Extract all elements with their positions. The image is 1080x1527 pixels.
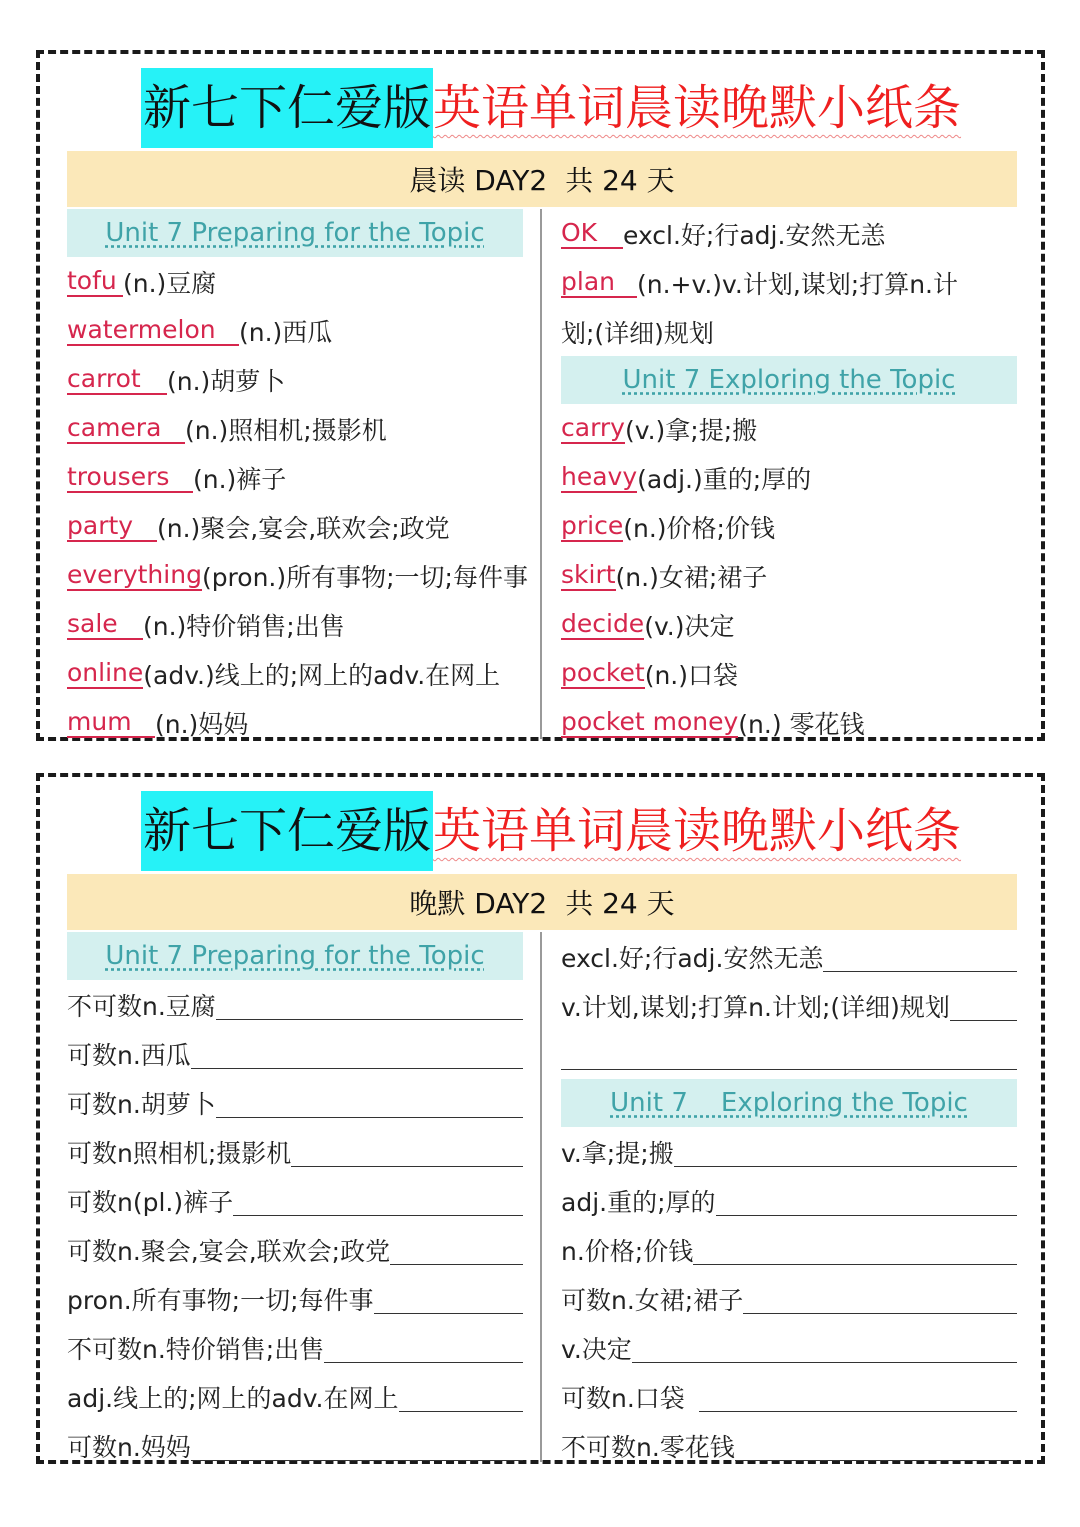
meaning: (n.)聚会,宴会,联欢会;政党 [157, 513, 450, 543]
prompt: 不可数n.特价销售;出售 [67, 1334, 325, 1364]
prompt: 可数n.西瓜 [67, 1040, 191, 1070]
vocab-row [561, 209, 1017, 258]
word: OK [561, 219, 623, 249]
total-days: 共 24 天 [565, 164, 675, 197]
prompt: v.决定 [561, 1334, 632, 1364]
answer-blank[interactable] [399, 1381, 524, 1412]
right-column [561, 932, 1017, 1470]
day-banner [67, 151, 1017, 207]
prompt: 可数n.口袋 [561, 1383, 685, 1413]
dictation-row [67, 1078, 523, 1127]
answer-blank[interactable] [390, 1234, 523, 1265]
morning-reading-card [36, 50, 1045, 741]
meaning: (n.) 零花钱 [738, 709, 865, 739]
answer-blank[interactable] [699, 1381, 1017, 1412]
title-highlight: 新七下仁爱版 [141, 791, 433, 871]
word: pocket money [561, 706, 739, 736]
dictation-row [67, 1274, 523, 1323]
word: decide [561, 608, 645, 638]
prompt: adj.重的;厚的 [561, 1187, 716, 1217]
vocab-row [561, 698, 1017, 747]
meaning: (n.+v.)v.计划,谋划;打算n.计 [637, 269, 959, 299]
answer-blank[interactable] [735, 1430, 1017, 1461]
vocab-row [67, 698, 523, 747]
dictation-row [561, 1372, 1017, 1421]
unit-header: Unit 7 Preparing for the Topic [67, 209, 523, 257]
vocab-row [561, 404, 1017, 453]
dictation-row [67, 1029, 523, 1078]
vocab-row [561, 600, 1017, 649]
vocab-row [561, 649, 1017, 698]
vocab-row [67, 551, 528, 600]
right-column [561, 209, 1017, 747]
meaning: excl.好;行adj.安然无恙 [623, 220, 886, 250]
left-column [67, 932, 523, 1470]
word: mum [67, 708, 155, 738]
meaning: (v.)拿;提;搬 [624, 415, 758, 445]
dictation-row [561, 1323, 1017, 1372]
prompt: adj.线上的;网上的adv.在网上 [67, 1383, 399, 1413]
answer-blank[interactable] [823, 941, 1017, 972]
answer-blank[interactable] [324, 1332, 523, 1363]
answer-blank[interactable] [233, 1185, 523, 1216]
day-label: 晚默 DAY2 [409, 887, 548, 920]
word: watermelon [67, 316, 239, 346]
dictation-row-blank [561, 1030, 1017, 1079]
prompt: pron.所有事物;一切;每件事 [67, 1285, 374, 1315]
left-column [67, 209, 528, 747]
word: camera [67, 414, 185, 444]
answer-blank[interactable] [191, 1038, 523, 1069]
vocab-row [561, 453, 1017, 502]
vocab-row [67, 600, 523, 649]
prompt: excl.好;行adj.安然无恙 [561, 943, 824, 973]
answer-blank[interactable] [743, 1283, 1017, 1314]
dictation-row [561, 1421, 1017, 1470]
dictation-row [561, 1176, 1017, 1225]
word: party [67, 512, 157, 542]
column-divider [540, 209, 542, 739]
dictation-row [67, 1225, 523, 1274]
meaning: (n.)特价销售;出售 [143, 611, 345, 641]
meaning: (n.)口袋 [644, 660, 738, 690]
vocab-row [67, 306, 523, 355]
title-red: 英语单词晨读晚默小纸条 [433, 80, 962, 136]
title-red: 英语单词晨读晚默小纸条 [433, 803, 962, 859]
meaning: (pron.)所有事物;一切;每件事 [201, 562, 528, 592]
vocab-row [561, 502, 1017, 551]
meaning: (n.)豆腐 [123, 268, 217, 298]
dictation-row [67, 1421, 523, 1470]
prompt: 可数n照相机;摄影机 [67, 1138, 292, 1168]
unit-header: Unit 7 Preparing for the Topic [67, 932, 523, 980]
dictation-row [561, 1127, 1017, 1176]
meaning: (v.)决定 [644, 611, 735, 641]
total-days: 共 24 天 [565, 887, 675, 920]
prompt: v.拿;提;搬 [561, 1138, 674, 1168]
answer-blank[interactable] [693, 1234, 1017, 1265]
word: tofu [67, 267, 123, 297]
word: everything [67, 559, 202, 589]
prompt: n.价格;价钱 [561, 1236, 694, 1266]
title-highlight: 新七下仁爱版 [141, 68, 433, 148]
word: plan [561, 268, 637, 298]
prompt: 不可数n.豆腐 [67, 991, 216, 1021]
prompt: 可数n.聚会,宴会,联欢会;政党 [67, 1236, 391, 1266]
vocab-row [67, 502, 523, 551]
dictation-row [561, 1274, 1017, 1323]
answer-blank[interactable] [561, 1039, 1017, 1070]
vocab-row [67, 453, 523, 502]
word: skirt [561, 559, 616, 589]
vocab-row [67, 355, 523, 404]
day-banner [67, 874, 1017, 930]
answer-blank[interactable] [632, 1332, 1017, 1363]
vocab-row [67, 404, 523, 453]
vocab-row [67, 649, 523, 698]
prompt: 不可数n.零花钱 [561, 1432, 735, 1462]
day-label: 晨读 DAY2 [409, 164, 548, 197]
card-title [141, 791, 961, 871]
dictation-row [561, 932, 1017, 981]
answer-blank[interactable] [674, 1136, 1017, 1167]
meaning: (n.)价格;价钱 [623, 513, 775, 543]
word: sale [67, 610, 143, 640]
word: price [561, 510, 624, 540]
card-title [141, 68, 961, 148]
dictation-row [67, 1176, 523, 1225]
dictation-row [67, 1127, 523, 1176]
meaning: (adj.)重的;厚的 [637, 464, 812, 494]
word: heavy [561, 461, 638, 491]
dictation-row [561, 1225, 1017, 1274]
prompt: v.计划,谋划;打算n.计划;(详细)规划 [561, 992, 950, 1022]
dictation-row [67, 1372, 523, 1421]
word: trousers [67, 463, 193, 493]
dictation-row [561, 981, 1017, 1030]
meaning: (n.)裤子 [193, 464, 287, 494]
vocab-row [67, 257, 523, 306]
answer-blank[interactable] [950, 990, 1017, 1021]
dictation-row [67, 980, 523, 1029]
unit-header: Unit 7 Exploring the Topic [561, 1079, 1017, 1127]
vocab-row [561, 258, 1017, 307]
dictation-row [67, 1323, 523, 1372]
meaning: (adv.)线上的;网上的adv.在网上 [143, 660, 501, 690]
prompt: 可数n.女裙;裙子 [561, 1285, 744, 1315]
vocab-row [561, 551, 1017, 600]
answer-blank[interactable] [191, 1430, 523, 1461]
answer-blank[interactable] [374, 1283, 523, 1314]
word: pocket [561, 657, 645, 687]
answer-blank[interactable] [216, 1087, 523, 1118]
meaning: (n.)西瓜 [239, 317, 333, 347]
word: online [67, 657, 144, 687]
vocab-continuation: 划;(详细)规划 [561, 318, 714, 348]
word: carry [561, 412, 625, 442]
word: carrot [67, 365, 167, 395]
meaning: (n.)女裙;裙子 [615, 562, 768, 592]
column-divider [540, 932, 542, 1462]
meaning: (n.)胡萝卜 [167, 366, 286, 396]
meaning: (n.)照相机;摄影机 [185, 415, 387, 445]
meaning: (n.)妈妈 [155, 709, 249, 739]
prompt: 可数n.胡萝卜 [67, 1089, 216, 1119]
prompt: 可数n.妈妈 [67, 1432, 191, 1462]
unit-header: Unit 7 Exploring the Topic [561, 356, 1017, 404]
answer-blank[interactable] [291, 1136, 523, 1167]
answer-blank[interactable] [716, 1185, 1017, 1216]
answer-blank[interactable] [216, 989, 523, 1020]
evening-dictation-card [36, 773, 1045, 1464]
prompt: 可数n(pl.)裤子 [67, 1187, 234, 1217]
